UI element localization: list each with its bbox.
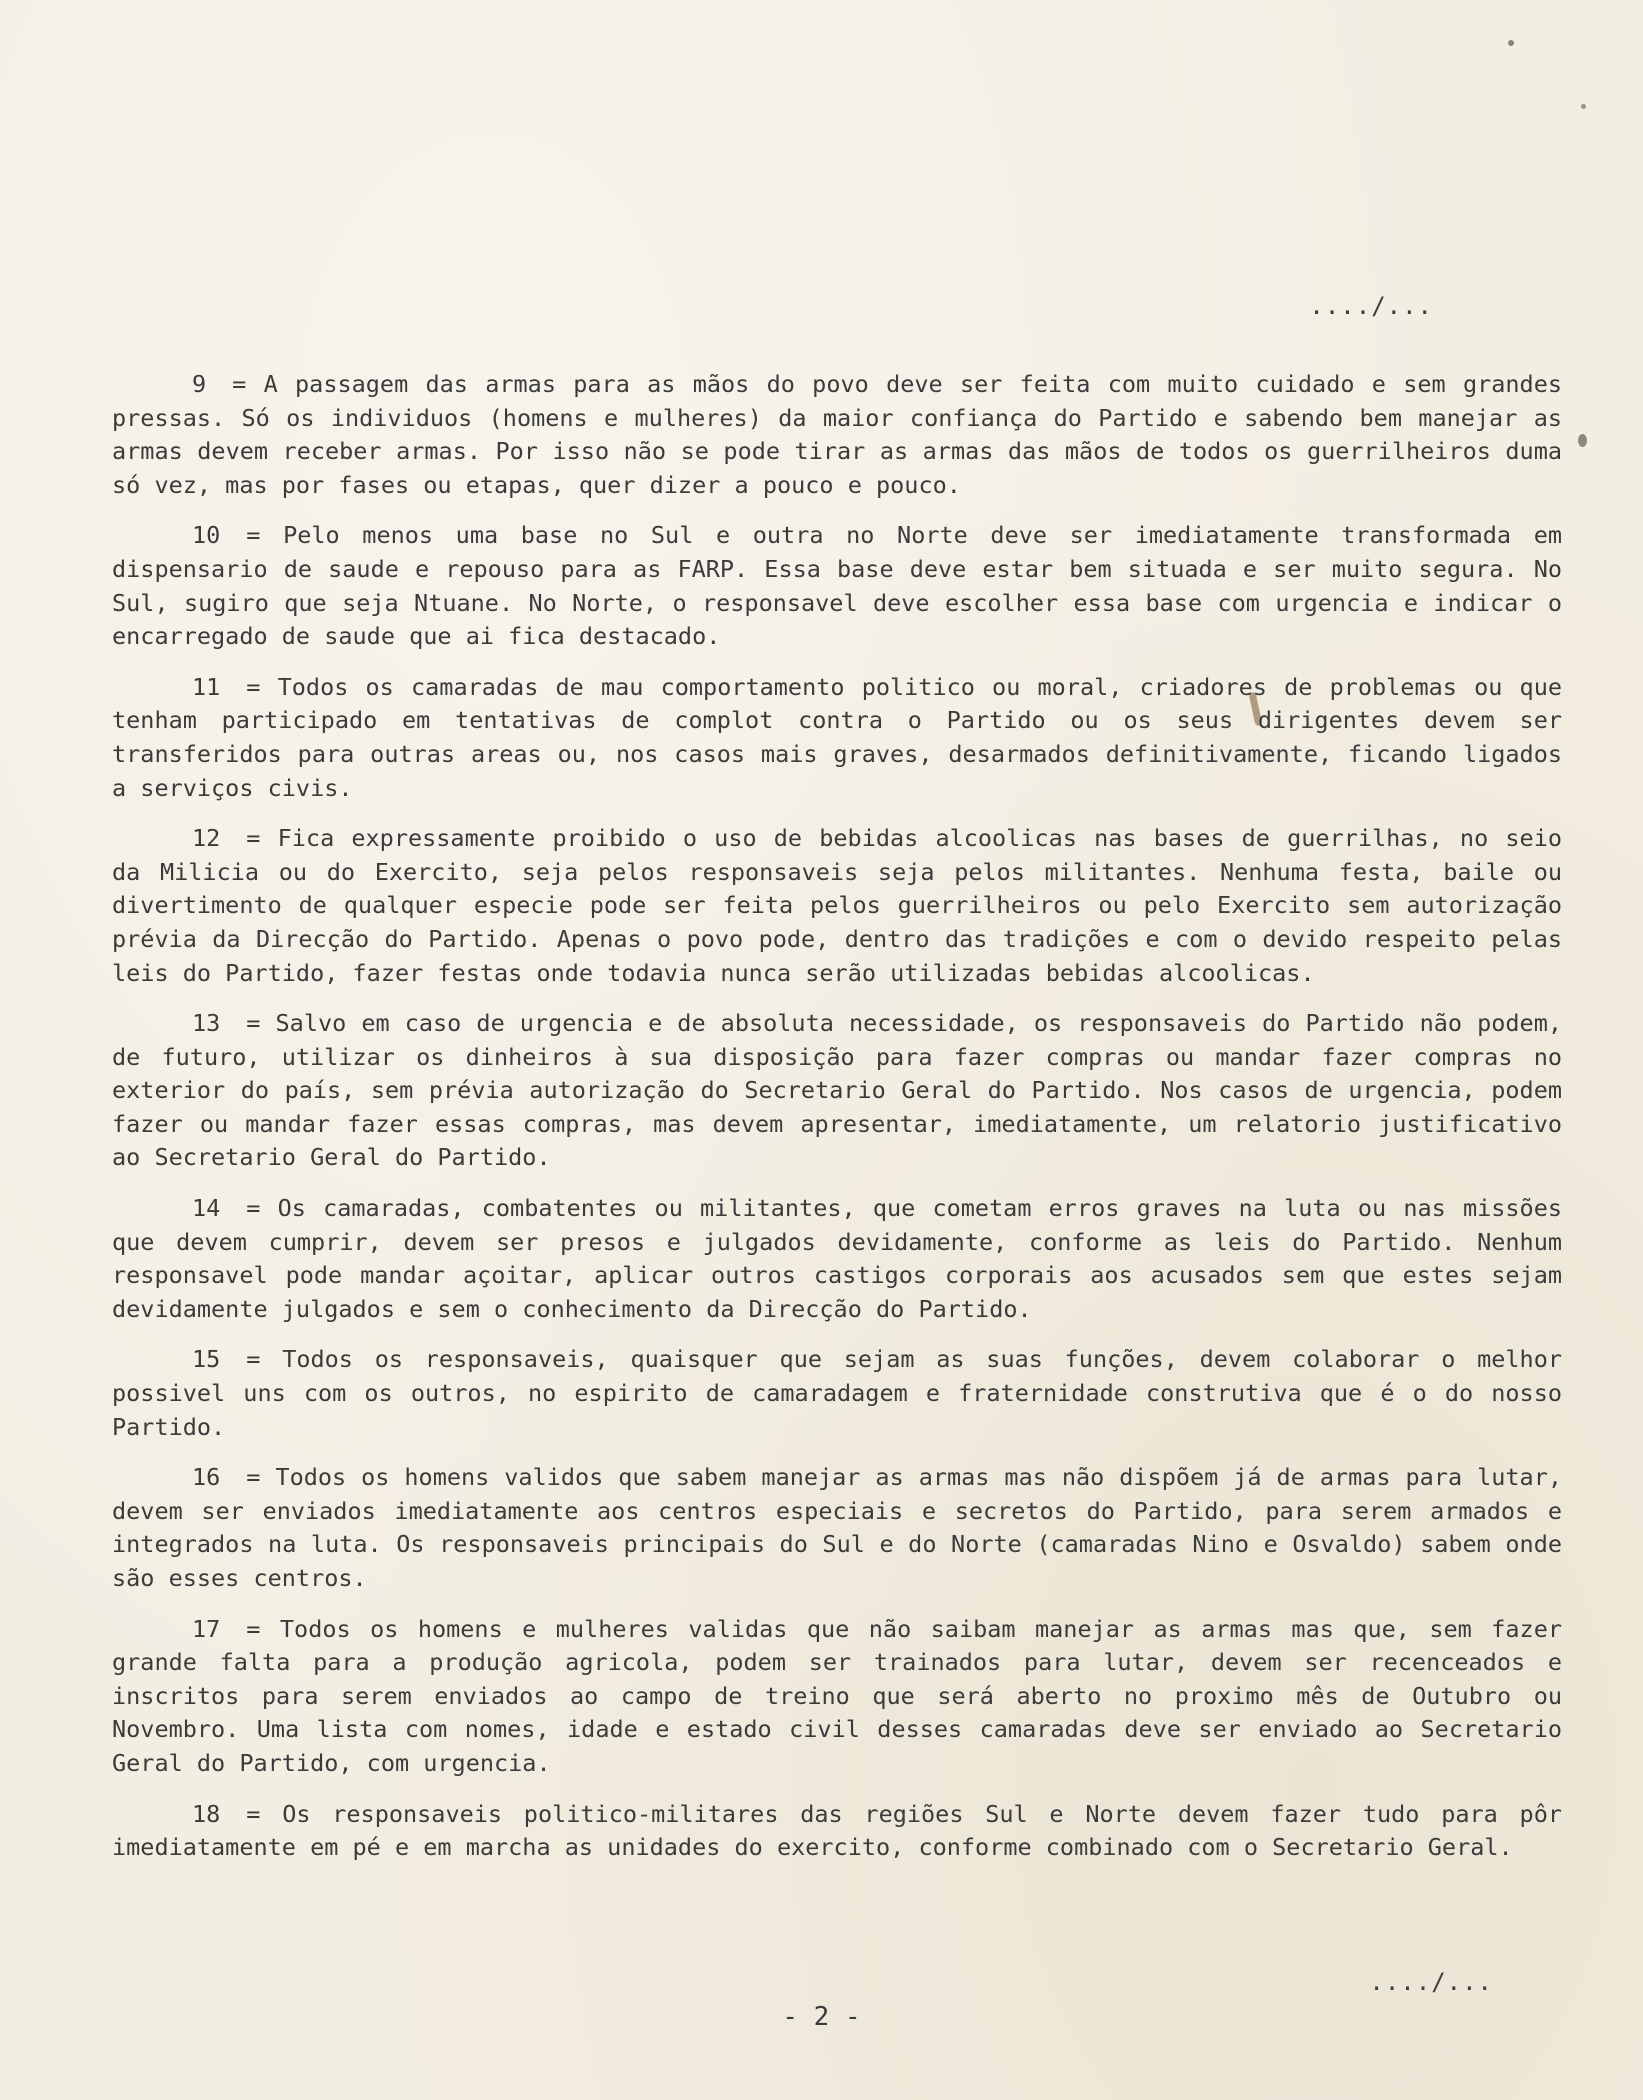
paragraph-number: 16 [192,1463,221,1492]
paragraph-number: 13 [192,1009,221,1038]
paragraph-text: = Todos os homens validos que sabem manejar as armas mas não dispõem já de armas para lutar, devem ser enviados imediatamente aos centros especiais e secretos do Partido, para serem armados e integrados na luta. Os responsaveis principais do Sul e do Norte (camaradas Nino e Osvaldo) sabem onde são esses centros. [112,1463,1562,1592]
ink-spot [1508,40,1514,46]
continuation-mark-bottom: ..../... [1369,1968,1493,1996]
paragraph-text: = Todos os camaradas de mau comportamento politico ou moral, criadores de problemas ou que tenham participado em tentativas de complot contra o Partido ou os seus dirigentes devem ser transferidos para outras areas ou, nos casos mais graves, desarmados definitivamente, ficando ligados a serviços civis. [112,672,1562,802]
paragraph-16 [112,1461,1562,1595]
paragraph-13 [112,1007,1562,1175]
paragraph-number: 17 [192,1614,221,1643]
paragraph-number: 18 [192,1799,221,1828]
paragraph-number: 14 [192,1194,221,1223]
paragraph-17 [112,1613,1562,1781]
paragraph-number: 10 [192,521,221,550]
paragraph-text: = Todos os homens e mulheres validas que não saibam manejar as armas mas que, sem fazer grande falta para a produção agricola, podem ser trainados para lutar, devem ser recenceados e inscritos para serem enviados ao campo de treino que será aberto no proximo mês de Outubro ou Novembro. Uma lista com nomes, idade e estado civil desses camaradas deve ser enviado ao Secretario Geral do Partido, com urgencia. [112,1614,1562,1777]
paragraph-text: = A passagem das armas para as mãos do povo deve ser feita com muito cuidado e sem grandes pressas. Só os individuos (homens e mulheres) da maior confiança do Partido e sabendo bem manejar as armas devem receber armas. Por isso não se pode tirar as armas das mãos de todos os guerrilheiros duma só vez, mas por fases ou etapas, quer dizer a pouco e pouco. [112,370,1562,499]
paragraph-14 [112,1192,1562,1326]
paragraph-12 [112,822,1562,990]
paragraph-18 [112,1798,1562,1865]
paragraph-text: = Fica expressamente proibido o uso de bebidas alcoolicas nas bases de guerrilhas, no seio da Milicia ou do Exercito, seja pelos responsaveis seja pelos militantes. Nenhuma festa, baile ou divertimento de qualquer especie pode ser feita pelos guerrilheiros ou pelo Exercito sem autorização prévia da Direcção do Partido. Apenas o povo pode, dentro das tradições e com o devido respeito pelas leis do Partido, fazer festas onde todavia nunca serão utilizadas bebidas alcoolicas. [112,824,1562,987]
page-number: - 2 - [782,2002,861,2032]
paragraph-text: = Salvo em caso de urgencia e de absoluta necessidade, os responsaveis do Partido não podem, de futuro, utilizar os dinheiros à sua disposição para fazer compras ou mandar fazer compras no exterior do país, sem prévia autorização do Secretario Geral do Partido. Nos casos de urgencia, podem fazer ou mandar fazer essas compras, mas devem apresentar, imediatamente, um relatorio justificativo ao Secretario Geral do Partido. [112,1009,1562,1172]
document-body [112,368,1562,1882]
ink-spot [1578,434,1587,447]
paragraph-text: = Os camaradas, combatentes ou militantes, que cometam erros graves na luta ou nas missões que devem cumprir, devem ser presos e julgados devidamente, conforme as leis do Partido. Nenhum responsavel pode mandar açoitar, aplicar outros castigos corporais aos acusados sem que estes sejam devidamente julgados e sem o conhecimento da Direcção do Partido. [112,1194,1562,1323]
paragraph-text: = Todos os responsaveis, quaisquer que sejam as suas funções, devem colaborar o melhor possivel uns com os outros, no espirito de camaradagem e fraternidade construtiva que é o do nosso Partido. [112,1345,1562,1441]
paragraph-9 [112,368,1562,502]
ink-spot [1581,104,1586,109]
paragraph-11 [112,671,1562,805]
paragraph-number: 11 [192,672,221,701]
paragraph-number: 12 [192,824,221,853]
continuation-mark-top: ..../... [1309,292,1433,320]
paragraph-number: 9 [192,370,207,398]
paragraph-number: 15 [192,1345,221,1374]
paragraph-text: = Pelo menos uma base no Sul e outra no Norte deve ser imediatamente transformada em dispensario de saude e repouso para as FARP. Essa base deve estar bem situada e ser muito segura. No Sul, sugiro que seja Ntuane. No Norte, o responsavel deve escolher essa base com urgencia e indicar o encarregado de saude que ai fica destacado. [112,521,1562,651]
paragraph-10 [112,519,1562,653]
paragraph-15 [112,1343,1562,1444]
paragraph-text: = Os responsaveis politico-militares das regiões Sul e Norte devem fazer tudo para pôr imediatamente em pé e em marcha as unidades do exercito, conforme combinado com o Secretario Geral. [112,1799,1562,1862]
